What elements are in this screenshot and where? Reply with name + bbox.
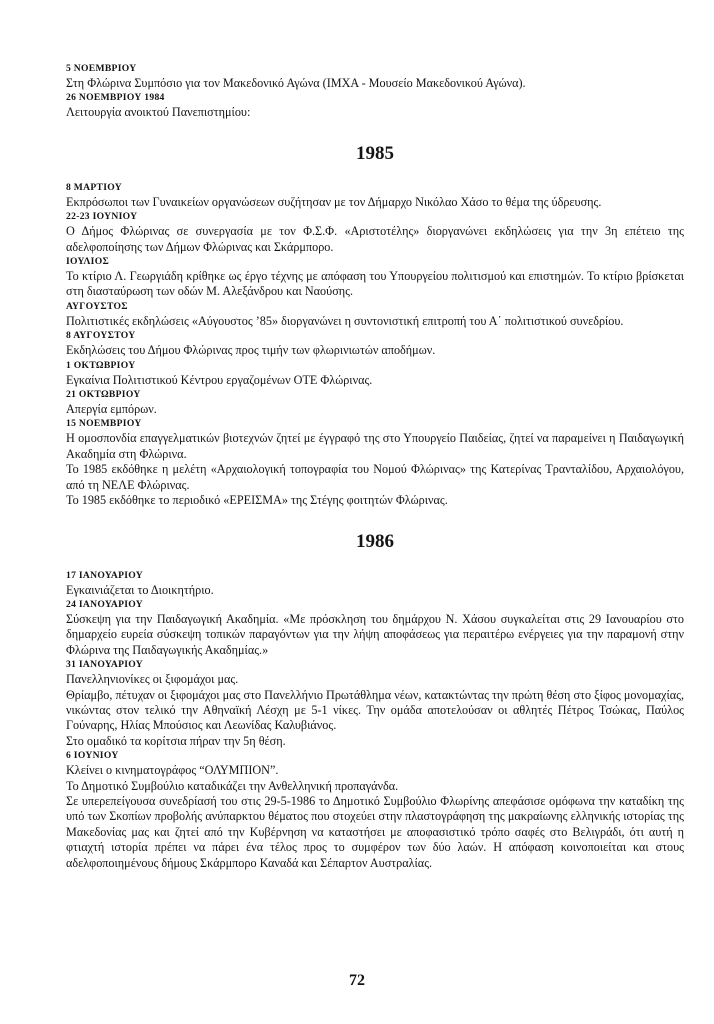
entry-text: Πολιτιστικές εκδηλώσεις «Αύγουστος ’85» διοργανώνει η συντονιστική επιτροπή του Α΄ πολιτιστικού συνεδρίου. [66, 313, 624, 328]
entry-text: Θρίαμβο, πέτυχαν οι ξιφομάχοι μας στο Πανελλήνιο Πρωτάθλημα νέων, κατακτώντας την πρώτη θέση στο ξίφος μονομαχίας, νικώντας στον τελικό την Αθηναϊκή Λέσχη με 5-1 νίκες. Την ομάδα αποτελούσαν οι αθλητές Πέτρος Τσώκας, Παύλος Γούναρης, Ηλίας Μπούσιος και Λεωνίδας Καλυβιάνος. [66, 687, 684, 733]
entry-text: Το 1985 εκδόθηκε η μελέτη «Αρχαιολογική τοπογραφία του Νομού Φλώρινας» της Κατερίνας Τρανταλίδου, Αρχαιολόγου, από τη ΝΕΛΕ Φλώρινας. [66, 462, 684, 492]
entry-date: ΑΥΓΟΥΣΤΟΣ [66, 300, 128, 312]
entry-date: 8 ΜΑΡΤΙΟΥ [66, 181, 123, 193]
entry-text: Στη Φλώρινα Συμπόσιο για τον Μακεδονικό Αγώνα (ΙΜΧΑ - Μουσείο Μακεδονικού Αγώνα). [66, 76, 526, 90]
entry-date: 6 ΙΟΥΝΙΟΥ [66, 750, 119, 762]
entry-text: Το Δημοτικό Συμβούλιο καταδικάζει την Ανθελληνική προπαγάνδα. [66, 778, 399, 793]
page-number: 72 [349, 972, 365, 989]
entry-date: 5 ΝΟΕΜΒΡΙΟΥ [66, 63, 137, 74]
entry-date: 15 ΝΟΕΜΒΡΙΟΥ [66, 418, 142, 430]
entry-date: 31 ΙΑΝΟΥΑΡΙΟΥ [66, 659, 144, 671]
entry-text: Η ομοσπονδία επαγγελματικών βιοτεχνών ζητεί με έγγραφό της στο Υπουργείο Παιδείας, ζητεί να παραμείνει η Παιδαγωγική Ακαδημία στη Φλώρινα. [66, 431, 684, 461]
entry-date: 26 ΝΟΕΜΒΡΙΟΥ 1984 [66, 92, 165, 104]
entry-text: Λειτουργία ανοικτού Πανεπιστημίου: [66, 105, 251, 120]
entry-date: 24 ΙΑΝΟΥΑΡΙΟΥ [66, 598, 144, 610]
entry-text: Κλείνει ο κινηματογράφος “ΟΛΥΜΠΙΟΝ”. [66, 763, 279, 778]
entry-text: Σε υπερεπείγουσα συνεδρίασή του στις 29-5-1986 το Δημοτικό Συμβούλιο Φλωρίνης απεφάσισε ομόφωνα την καταδίκη της υπό των Σκοπίων προβολής ανύπαρκτου θέματος που στοχεύει στην πλαστογράφηση της μακραίωνης ελληνικής ιστορίας της Μακεδονίας μας και ζητεί από την Κυβέρνηση να καταστήσει με αποφασιστικό τρόπο σαφές στο Βελιγράδι, ότι αυτή η φτιαχτή ιστορία πρέπει να πάρει ένα τέλος προς το συμφέρον των δύο λαών. Η απόφαση κοινοποιείται και στους αδελφοποιημένους δήμους Σκάρμπορο Καναδά και Σέπαρτον Αυστραλίας. [66, 793, 684, 870]
entry-text: Σύσκεψη για την Παιδαγωγική Ακαδημία. «Με πρόσκληση του δημάρχου Ν. Χάσου συγκαλείται στις 29 Ιανουαρίου στο δημαρχείο ευρεία σύσκεψη τοπικών παραγόντων για την λήψη αποφάσεως για περαιτέρω ενέργειες για την παραμονή στην Φλώρινα της Παιδαγωγικής Ακαδημίας.» [66, 611, 684, 657]
entry-text: Το κτίριο Λ. Γεωργιάδη κρίθηκε ως έργο τέχνης με απόφαση του Υπουργείου πολιτισμού και επιστημών. Το κτίριο βρίσκεται στη διασταύρωση των οδών Μ. Αλεξάνδρου και Ναούσης. [66, 269, 684, 299]
entry-date: 17 ΙΑΝΟΥΑΡΙΟΥ [66, 569, 144, 581]
entry-date: 21 ΟΚΤΩΒΡΙΟΥ [66, 389, 141, 401]
entry-text: Εκπρόσωποι των Γυναικείων οργανώσεων συζήτησαν με τον Δήμαρχο Νικόλαο Χάσο το θέμα της ύδρευσης. [66, 194, 602, 209]
entry-text: Εκδηλώσεις του Δήμου Φλώρινας προς τιμήν των φλωρινιωτών αποδήμων. [66, 343, 436, 358]
entry-text: Απεργία εμπόρων. [66, 402, 157, 417]
entry-text: Το 1985 εκδόθηκε το περιοδικό «ΕΡΕΙΣΜΑ» της Στέγης φοιτητών Φλώρινας. [66, 493, 448, 508]
entry-text: Εγκαινιάζεται το Διοικητήριο. [66, 582, 214, 597]
entry-date: 22-23 ΙΟΥΝΙΟΥ [66, 211, 138, 223]
year-heading: 1986 [356, 530, 394, 552]
entry-date: ΙΟΥΛΙΟΣ [66, 256, 110, 268]
entry-date: 8 ΑΥΓΟΥΣΤΟΥ [66, 330, 136, 342]
entry-text: Ο Δήμος Φλώρινας σε συνεργασία με τον Φ.Σ.Φ. «Αριστοτέλης» διοργανώνει εκδηλώσεις για την 3η επέτειο της αδελφοποίησης των Δήμων Φλώρινας και Σκάρμπορο. [66, 224, 684, 254]
entry-text: Εγκαίνια Πολιτιστικού Κέντρου εργαζομένων ΟΤΕ Φλώρινας. [66, 372, 373, 387]
entry-text: Πανελληνιονίκες οι ξιφομάχοι μας. [66, 672, 239, 687]
entry-date: 1 ΟΚΤΩΒΡΙΟΥ [66, 359, 136, 371]
entry-text: Στο ομαδικό τα κορίτσια πήραν την 5η θέση. [66, 733, 286, 748]
year-heading: 1985 [356, 142, 394, 164]
document-body [66, 62, 684, 871]
